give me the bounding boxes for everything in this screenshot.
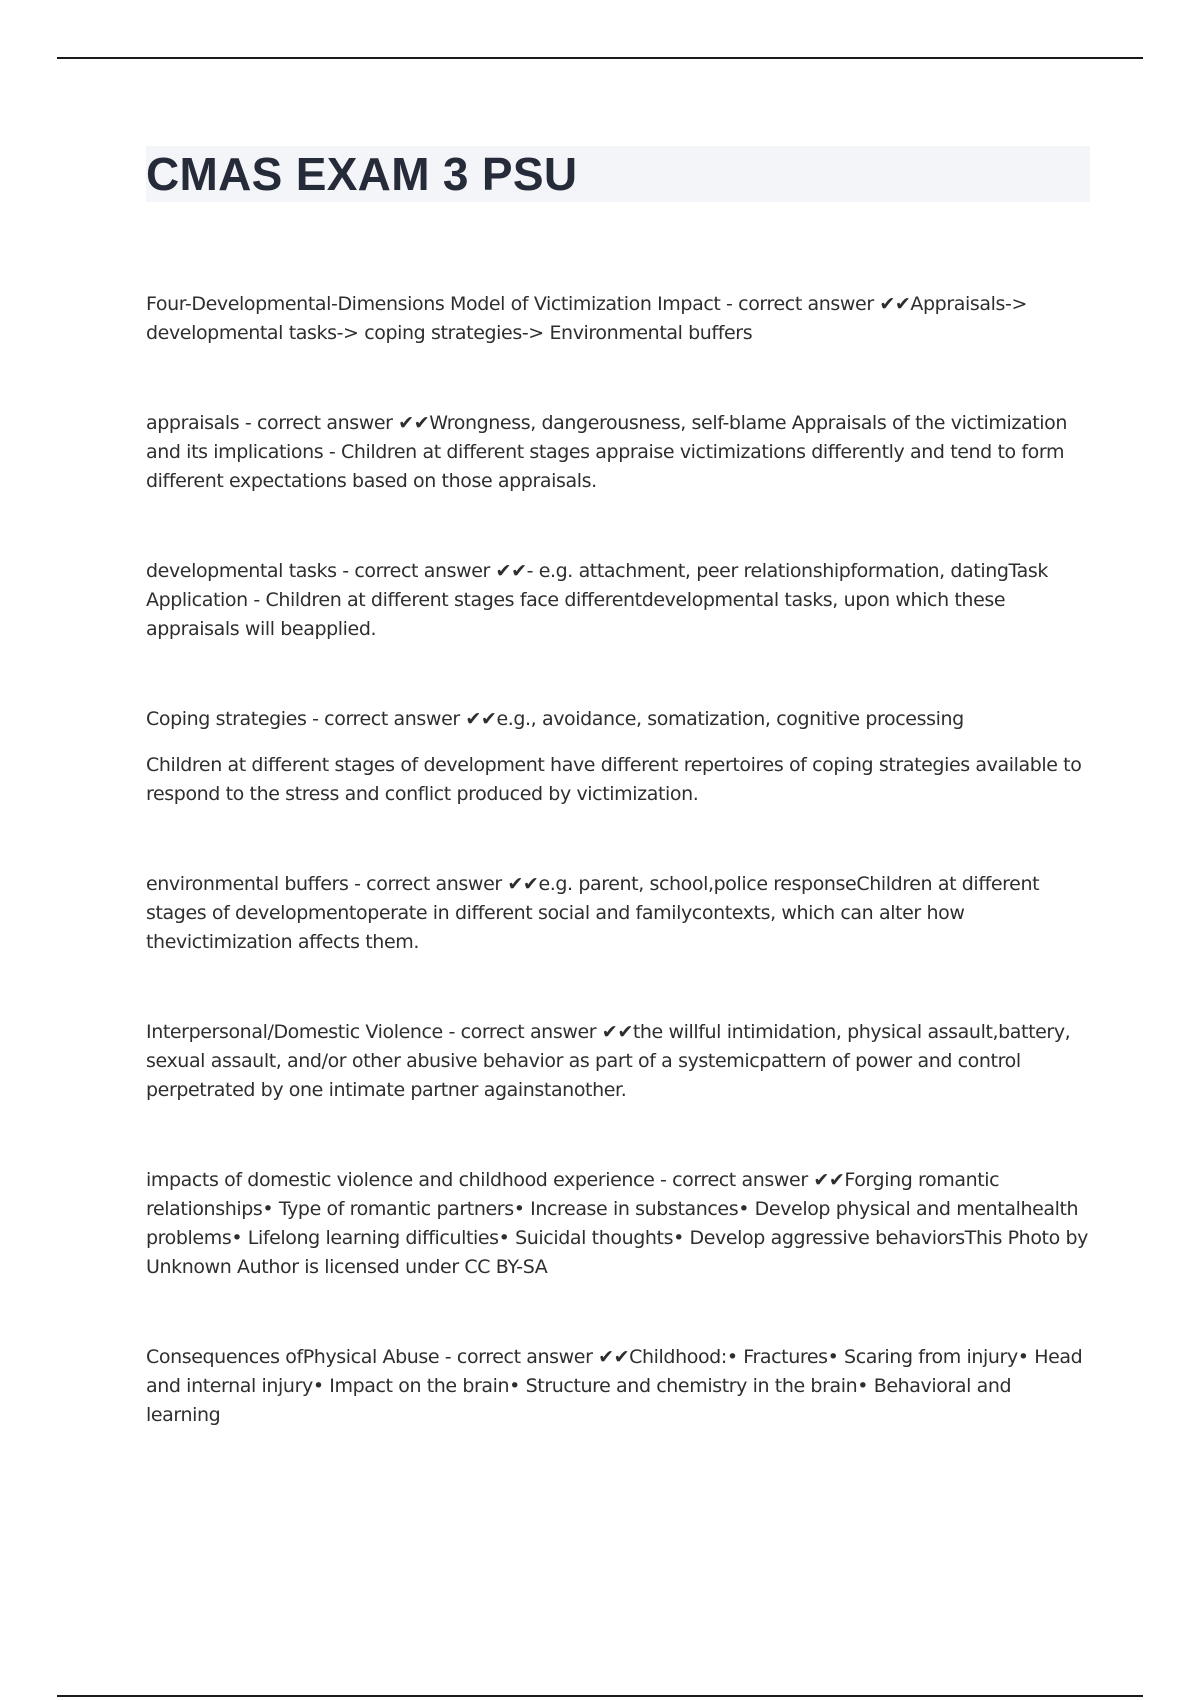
entry-developmental-tasks xyxy=(146,557,1090,644)
entry-text: appraisals - correct answer ✔✔Wrongness, dangerousness, self-blame Appraisals of the victimization and its implications - Children at different stages appraise victimizations differently and tend to form different expectations based on those appraisals. xyxy=(146,412,1068,492)
top-rule xyxy=(57,57,1143,59)
entry-text: developmental tasks - correct answer ✔✔- e.g. attachment, peer relationshipformation, datingTask Application - Children at different stages face differentdevelopmental tasks, upon which these appraisals will beapplied. xyxy=(146,560,1048,640)
entry-environmental-buffers xyxy=(146,870,1090,957)
document-body xyxy=(146,290,1090,1491)
entry-appraisals xyxy=(146,409,1090,496)
entry-consequences-physical-abuse xyxy=(146,1343,1090,1430)
entry-text: Consequences ofPhysical Abuse - correct answer ✔✔Childhood:• Fractures• Scaring from injury• Head and internal injury• Impact on the brain• Structure and chemistry in the brain• Behavioral and learning xyxy=(146,1346,1083,1426)
entry-text: Four-Developmental-Dimensions Model of Victimization Impact - correct answer ✔✔Appraisals-> developmental tasks-> coping strategies-> Environmental buffers xyxy=(146,293,1027,344)
page-title: CMAS EXAM 3 PSU xyxy=(146,148,578,200)
entry-text: impacts of domestic violence and childhood experience - correct answer ✔✔Forging romantic relationships• Type of romantic partners• Increase in substances• Develop physical and mentalhealth problems• Lifelong learning difficulties• Suicidal thoughts• Develop aggressive behaviorsThis Photo by Unknown Author is licensed under CC BY-SA xyxy=(146,1169,1088,1278)
entry-text: Interpersonal/Domestic Violence - correct answer ✔✔the willful intimidation, physical assault,battery, sexual assault, and/or other abusive behavior as part of a systemicpattern of power and control perpetrated by one intimate partner againstanother. xyxy=(146,1021,1071,1101)
entry-text: environmental buffers - correct answer ✔✔e.g. parent, school,police responseChildren at different stages of developmentoperate in different social and familycontexts, which can alter how thevictimization affects them. xyxy=(146,873,1040,953)
entry-text: Coping strategies - correct answer ✔✔e.g., avoidance, somatization, cognitive processing xyxy=(146,708,964,730)
entry-impacts-domestic-violence xyxy=(146,1166,1090,1282)
entry-coping-strategies xyxy=(146,705,1090,809)
entry-subtext: Children at different stages of development have different repertoires of coping strategies available to respond to the stress and conflict produced by victimization. xyxy=(146,754,1082,805)
bottom-rule xyxy=(57,1695,1143,1697)
entry-four-dimensions-model xyxy=(146,290,1090,348)
entry-domestic-violence xyxy=(146,1018,1090,1105)
